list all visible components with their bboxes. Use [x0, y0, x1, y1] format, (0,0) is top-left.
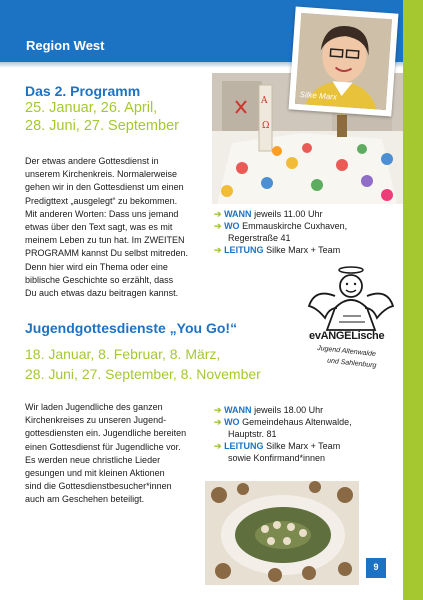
body-line: Denn hier wird ein Thema oder eine: [25, 261, 168, 272]
body-line: unserem Kirchenkreis. Normalerweise: [25, 169, 178, 180]
arrow-right-icon: ➔: [214, 417, 222, 427]
leitung-value-line2: sowie Konfirmand*innen: [228, 453, 326, 463]
arrow-right-icon: ➔: [214, 441, 222, 451]
wo-label: WO: [224, 221, 240, 231]
wann-label: WANN: [224, 405, 252, 415]
page-number-box: [366, 558, 386, 578]
wo-value-line2: Hauptstr. 81: [228, 429, 277, 439]
wo-value: Emmauskirche Cuxhaven,: [242, 221, 348, 231]
body-line: sind die Gottesdienstbesucher*innen: [25, 481, 172, 492]
body-line: Du auch etwas dazu beitragen kannst.: [25, 288, 179, 299]
leitung-label: LEITUNG: [224, 441, 264, 451]
info-leitung: [214, 244, 394, 256]
body-line: Wir laden Jugendliche des ganzen: [25, 402, 163, 412]
portrait-caption: Silke Marx: [299, 90, 338, 102]
body-line: einen Gottesdienst für Jugendliche vor.: [25, 441, 181, 452]
wreath-photo: [205, 481, 359, 585]
body-line: Predigttext „ausgelegt“ zu bekommen.: [25, 195, 178, 206]
page-margin-band: [403, 0, 423, 600]
body-line: biblische Geschichte so erzählt, dass: [25, 274, 174, 285]
wo-label: WO: [224, 417, 240, 427]
program-title: Das 2. Programm: [25, 83, 141, 99]
info-leitung: [214, 440, 394, 452]
wann-value: jeweils 11.00 Uhr: [254, 209, 323, 219]
evangelische-jugend-logo: [305, 262, 397, 382]
svg-text:A: A: [261, 96, 268, 106]
program-dates-line2: 28. Juni, 27. September: [25, 118, 179, 134]
body-line: Der etwas andere Gottesdienst in: [25, 156, 159, 166]
arrow-right-icon: ➔: [214, 209, 222, 219]
info-wann: [214, 404, 394, 416]
program-dates-line1: 25. Januar, 26. April,: [25, 100, 158, 116]
logo-line1: Jugend Altenwalde: [316, 344, 377, 359]
page-number: 9: [373, 562, 379, 572]
body-line: etwas über den Text sagt, was es mit: [25, 222, 173, 233]
svg-text:Ω: Ω: [262, 121, 270, 131]
info-wann: [214, 208, 394, 220]
wo-value: Gemeindehaus Altenwalde,: [242, 417, 352, 427]
body-line: auch am Geschehen beteiligt.: [25, 494, 145, 505]
wann-label: WANN: [224, 209, 252, 219]
wreath-drawing: [205, 481, 359, 585]
body-line: Kirchenkreises zu unseren Jugend-: [25, 415, 167, 426]
body-line: gesungen und mit kleinen Aktionen: [25, 468, 165, 479]
body-line: gottesdiensten ein. Jugendliche bereiten: [25, 428, 187, 439]
arrow-right-icon: ➔: [214, 245, 222, 255]
arrow-right-icon: ➔: [214, 405, 222, 415]
youth-info-box: [214, 404, 394, 464]
region-title: Region West: [26, 38, 105, 53]
wo-value-line2: Regerstraße 41: [228, 233, 291, 243]
body-line: meinem Leben zu tun hat. Im ZWEITEN: [25, 235, 185, 246]
youth-dates-line2: 28. Juni, 27. September, 8. November: [25, 366, 261, 382]
arrow-right-icon: ➔: [214, 221, 222, 231]
program-body-text: [25, 155, 205, 300]
youth-dates-line1: 18. Januar, 8. Februar, 8. März,: [25, 346, 221, 362]
wann-value: jeweils 18.00 Uhr: [254, 405, 324, 415]
body-line: Es werden neue christliche Lieder: [25, 454, 161, 465]
leitung-value: Silke Marx + Team: [266, 441, 341, 451]
info-wo: [214, 220, 394, 232]
logo-word: evANGELische: [309, 330, 385, 342]
portrait-frame: [289, 7, 399, 117]
body-line: gehen wir in den Gottesdienst um einen: [25, 182, 184, 193]
leitung-label: LEITUNG: [224, 245, 264, 255]
info-wo: [214, 416, 394, 428]
body-line: Mit anderen Worten: Dass uns jemand: [25, 208, 179, 219]
program-info-box: [214, 208, 394, 256]
leitung-value: Silke Marx + Team: [266, 245, 341, 255]
youth-body-text: [25, 401, 205, 507]
youth-title: Jugendgottesdienste „You Go!“: [25, 320, 238, 336]
body-line: PROGRAMM kannst Du selbst mitreden.: [25, 248, 189, 259]
logo-line2: und Sahlenburg: [326, 357, 377, 370]
